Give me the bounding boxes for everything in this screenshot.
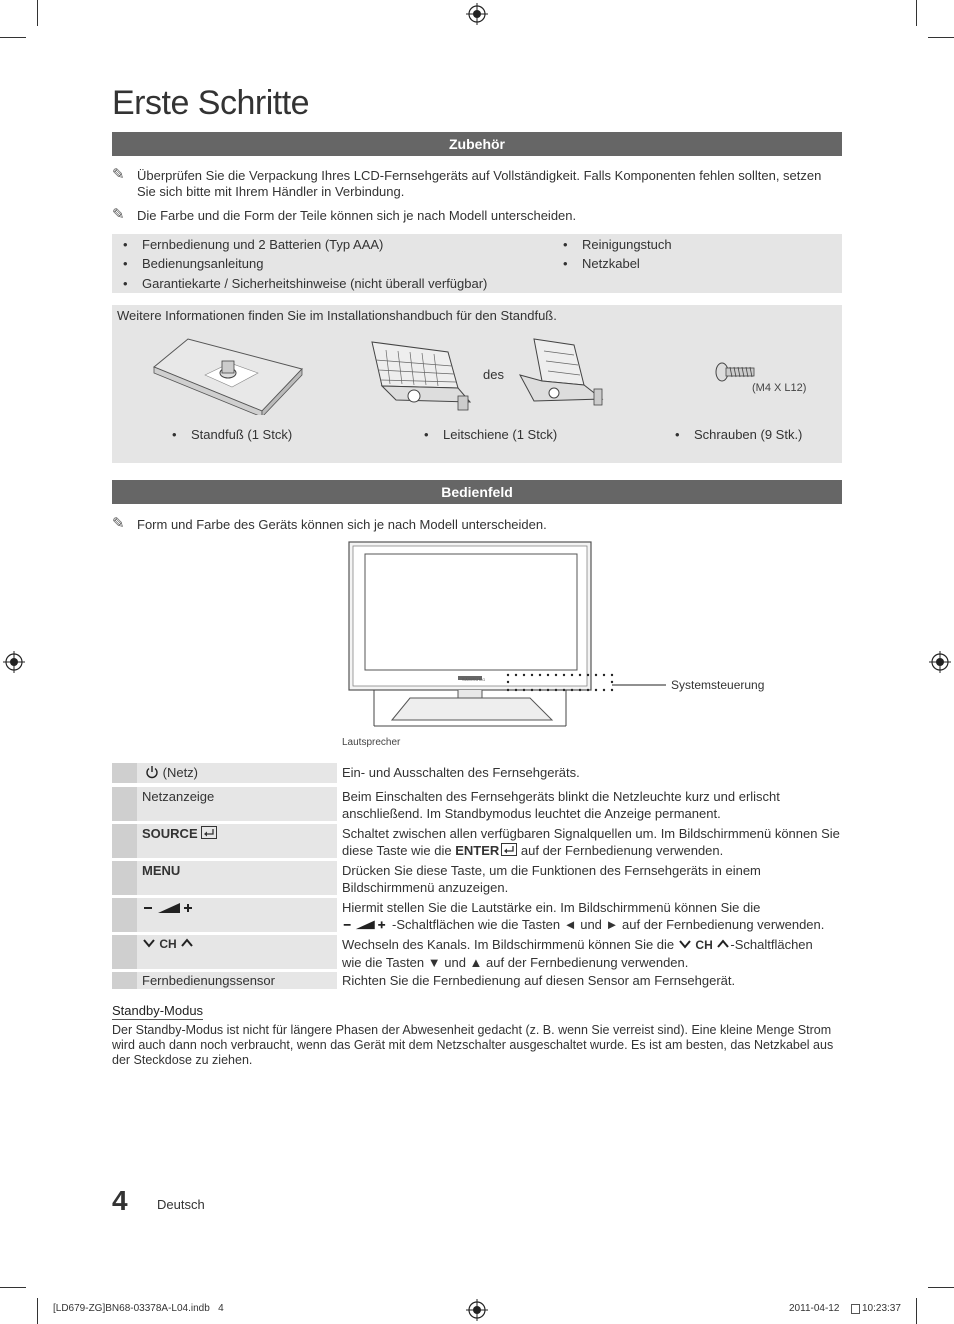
table-row (112, 898, 842, 932)
control-name: MENU (137, 861, 337, 895)
footer-date: 2011-04-12 (789, 1303, 840, 1314)
list-item: • Bedienungsanleitung (123, 256, 264, 271)
table-row (112, 935, 842, 969)
crop-mark (37, 1298, 38, 1324)
section-heading-accessories: Zubehör (112, 132, 842, 156)
crop-mark (37, 0, 38, 26)
registration-mark-icon (466, 3, 488, 25)
tv-brand-logo: SAMSUNG (462, 677, 486, 682)
control-description: Hiermit stellen Sie die Lautstärke ein. Im Bildschirmmenü können Sie die -Schaltflächen wie die Tasten ◄ und ► auf der Fernbedienung verwenden. (342, 900, 825, 932)
note-text: Die Farbe und die Form der Teile können sich je nach Modell unterscheiden. (137, 208, 577, 223)
list-item: • Schrauben (9 Stk.) (675, 427, 803, 442)
guide-rail-front-illustration (366, 338, 476, 413)
volume-ramp-icon (142, 899, 200, 915)
list-item: • Reinigungstuch (563, 237, 672, 252)
row-marker (112, 935, 137, 969)
list-item: • Netzkabel (563, 256, 640, 271)
registration-mark-icon (3, 651, 25, 673)
pencil-note-icon: ✎ (112, 166, 125, 183)
language-label: Deutsch (157, 1197, 205, 1212)
control-name: Fernbedienungssensor (137, 972, 337, 989)
table-row (112, 861, 842, 895)
table-row (112, 972, 842, 989)
row-marker (112, 787, 137, 821)
standby-text: Der Standby-Modus ist nicht für längere Phasen der Abwesenheit gedacht (z. B. wenn Sie verreist sind). Eine kleine Menge Strom wird auch dann noch verbraucht, wenn das Gerät mit dem Netzschalter ausgeschaltet wurde. Es ist am besten, das Netzkabel aus der Steckdose zu ziehen. (112, 1023, 834, 1067)
list-item: • Leitschiene (1 Stck) (424, 427, 558, 442)
standby-heading: Standby-Modus (112, 1003, 204, 1018)
stand-info-text: Weitere Informationen finden Sie im Installationshandbuch für den Standfuß. (117, 308, 557, 323)
power-icon (145, 765, 159, 779)
pencil-note-icon: ✎ (112, 515, 125, 532)
enter-icon (501, 843, 517, 856)
control-name (137, 898, 337, 932)
note-text: Überprüfen Sie die Verpackung Ihres LCD-Fernsehgeräts auf Vollständigkeit. Falls Komponenten fehlen sollten, setzen Sie sich bitte mit Ihrem Händler in Verbindung. (137, 168, 822, 199)
table-row (112, 787, 842, 821)
control-name: (Netz) (137, 763, 337, 783)
chevron-down-icon (678, 938, 692, 950)
registration-mark-icon (929, 651, 951, 673)
control-description: Schaltet zwischen allen verfügbaren Signalquellen um. Im Bildschirmmenü können Sie diese Taste wie die ENTER auf der Fernbedienung verwenden. (342, 826, 840, 858)
crop-mark (0, 37, 26, 38)
list-item: • Fernbedienung und 2 Batterien (Typ AAA) (123, 237, 384, 252)
screw-illustration (714, 360, 758, 384)
row-marker (112, 824, 137, 858)
chevron-up-icon (716, 938, 730, 950)
note-text: Form und Farbe des Geräts können sich je nach Modell unterscheiden. (137, 517, 547, 532)
screw-spec-label: (M4 X L12) (752, 382, 807, 394)
enter-icon (201, 826, 217, 839)
row-marker (112, 763, 137, 783)
page-number: 4 (112, 1185, 128, 1216)
crop-mark (0, 1287, 26, 1288)
label-system-controls: Systemsteuerung (671, 678, 765, 692)
or-label: des (483, 367, 504, 382)
control-name: CH (137, 935, 337, 969)
row-marker (112, 861, 137, 895)
crop-mark (928, 37, 954, 38)
stand-base-illustration (150, 335, 305, 415)
pencil-note-icon: ✎ (112, 206, 125, 223)
table-row (112, 763, 842, 783)
section-heading-control-panel: Bedienfeld (112, 480, 842, 504)
control-description: Beim Einschalten des Fernsehgeräts blinkt die Netzleuchte kurz und erlischt anschließend. Im Standbymodus leuchtet die Anzeige permanent. (342, 789, 780, 821)
row-marker (112, 898, 137, 932)
footer-time: 10:23:37 (862, 1303, 901, 1314)
control-description: Drücken Sie diese Taste, um die Funktionen des Fernsehgeräts in einem Bildschirmmenü anzuzeigen. (342, 863, 761, 895)
control-name: SOURCE (137, 824, 337, 858)
registration-mark-icon (466, 1299, 488, 1321)
footer-file-info: [LD679-ZG]BN68-03378A-L04.indb 4 (53, 1303, 224, 1314)
control-name: Netzanzeige (137, 787, 337, 821)
list-item: • Garantiekarte / Sicherheitshinweise (nicht überall verfügbar) (123, 276, 488, 291)
crop-mark (928, 1287, 954, 1288)
label-speaker: Lautsprecher (342, 737, 401, 748)
control-description: Ein- und Ausschalten des Fernsehgeräts. (342, 765, 580, 780)
table-row (112, 824, 842, 858)
control-description: Richten Sie die Fernbedienung auf diesen Sensor am Fernsehgerät. (342, 973, 736, 988)
note-color-shape (112, 208, 842, 224)
crop-mark (916, 1298, 917, 1324)
tv-front-illustration (340, 538, 670, 738)
row-marker (112, 972, 137, 989)
clock-icon (851, 1304, 860, 1314)
volume-ramp-icon (342, 917, 392, 931)
chevron-down-icon (142, 937, 156, 949)
note-contents (112, 168, 842, 200)
crop-mark (916, 0, 917, 26)
note-panel (112, 517, 842, 533)
guide-rail-back-illustration (514, 335, 609, 410)
control-description: Wechseln des Kanals. Im Bildschirmmenü können Sie die CH -Schaltflächen wie die Tasten ▼ und ▲ auf der Fernbedienung verwenden. (342, 937, 813, 970)
chevron-up-icon (180, 937, 194, 949)
list-item: • Standfuß (1 Stck) (172, 427, 293, 442)
page-title: Erste Schritte (112, 84, 310, 122)
